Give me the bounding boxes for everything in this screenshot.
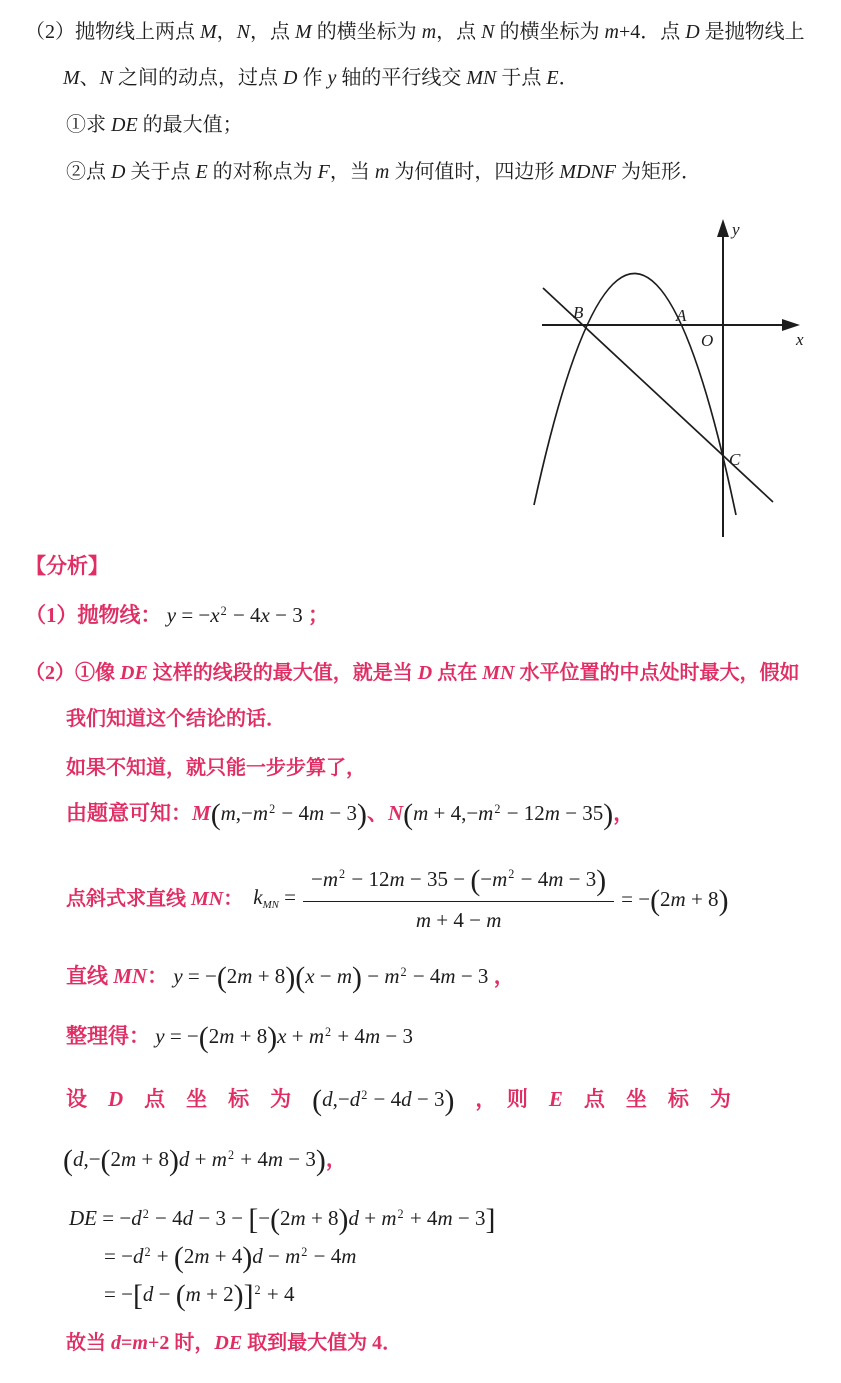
y-axis-arrow-icon <box>717 219 729 237</box>
problem-line-1: （2）抛物线上两点 M，N，点 M 的横坐标为 m，点 N 的横坐标为 m+4．点 D 是抛物线上 <box>25 21 805 43</box>
analysis-point-E-coords: $(d,-(2m + 8)d + m^2 + 4m - 3)$， <box>63 1144 347 1178</box>
analysis-slope-equation <box>66 864 729 934</box>
label-origin: O <box>701 331 714 350</box>
problem-line-3: ①求 DE 的最大值； <box>66 114 243 136</box>
analysis-point-D-E-setup: 设 D 点 坐 标 为 $(d,-d^2 - 4d - 3)$ ， 则 E 点 坐 标 为 <box>66 1084 731 1118</box>
label-x-axis: x <box>796 330 804 349</box>
analysis-DE-step-1: DE = $-d^2 - 4d - 3 - [-(2m + 8)d + m^2 + 4m - 3]$ <box>69 1203 496 1237</box>
slope-label: 点斜式求直线 MN： <box>66 888 244 910</box>
problem-line-4: ②点 D 关于点 E 的对称点为 F，当 m 为何值时，四边形 MDNF 为矩形． <box>66 161 702 183</box>
slope-result: = −(2m + 8) <box>621 884 729 918</box>
coordinate-figure <box>480 215 835 545</box>
analysis-points-M-N: 由题意可知：$M(m,-m^2 - 4m - 3)$、$N(m + 4,-m^2 - 12m - 35)$， <box>66 798 635 832</box>
analysis-conclusion: 故当 d=m+2 时，DE 取到最大值为 4． <box>66 1332 403 1354</box>
figure-svg <box>480 215 835 545</box>
analysis-DE-step-3: = $-[d - (m + 2)]^2 + 4$ <box>104 1279 295 1313</box>
analysis-simplified-equation: 整理得： $y = -(2m + 8)x + m^2 + 4m - 3$ <box>66 1021 413 1055</box>
problem-line-2: M、N 之间的动点，过点 D 作 y 轴的平行线交 MN 于点 E． <box>63 67 579 89</box>
slope-k-term: $k_{MN}$ = <box>253 885 297 912</box>
fraction-denominator: m + 4 − m <box>415 907 502 932</box>
slope-fraction <box>303 864 614 935</box>
analysis-line-MN-equation: 直线 MN： $y = -(2m + 8)(x - m) - m^2 - 4m - 3$ ， <box>66 961 515 995</box>
label-point-B: B <box>573 303 584 322</box>
analysis-parabola-equation: （1）抛物线： $y = -x^2 - 4x - 3$ ； <box>25 603 329 627</box>
fraction-numerator: $-m^2 - 12m - 35 - (-m^2 - 4m - 3)$ <box>303 864 614 902</box>
label-point-C: C <box>729 450 741 469</box>
parabola-curve <box>534 273 736 515</box>
analysis-header: 【分析】 <box>25 554 109 578</box>
label-y-axis: y <box>732 220 740 239</box>
analysis-remark-2: 我们知道这个结论的话． <box>66 708 286 730</box>
analysis-DE-step-2: = $-d^2 + (2m + 4)d - m^2 - 4m$ <box>104 1241 357 1275</box>
label-point-A: A <box>676 306 687 325</box>
analysis-remark-3: 如果不知道，就只能一步步算了， <box>66 757 366 779</box>
analysis-remark-1: （2）①像 DE 这样的线段的最大值，就是当 D 点在 MN 水平位置的中点处时最大，假如 <box>25 662 800 684</box>
